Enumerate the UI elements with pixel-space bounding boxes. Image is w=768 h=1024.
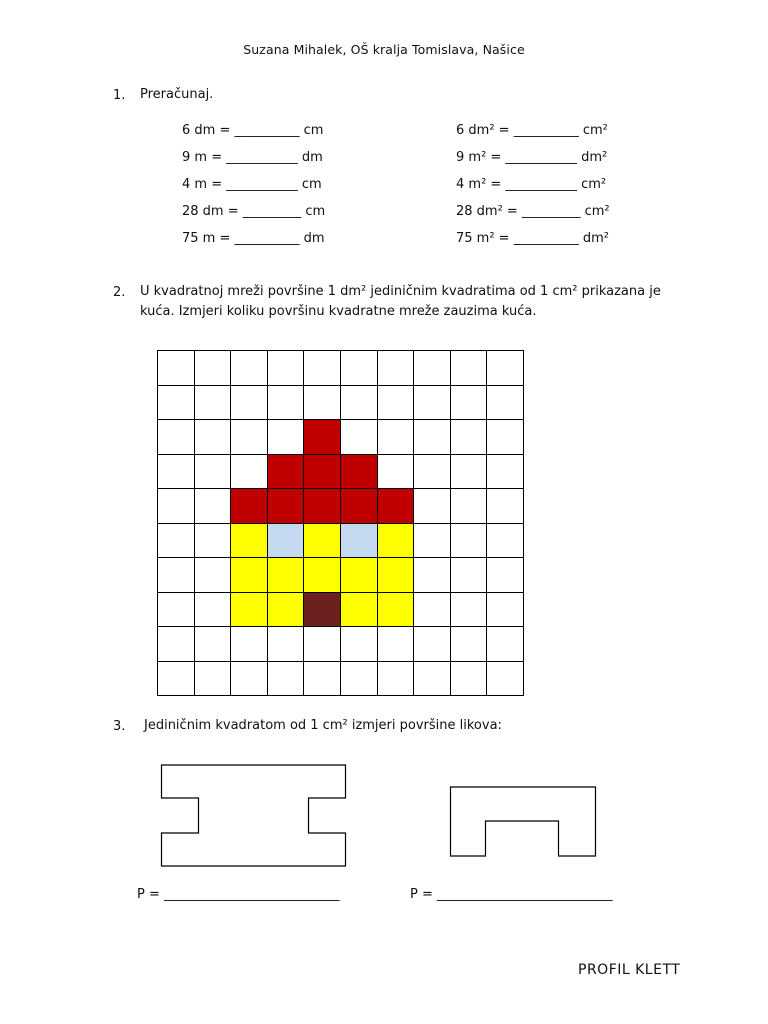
grid-cell bbox=[450, 626, 488, 662]
grid-cell bbox=[267, 626, 305, 662]
grid-cell bbox=[413, 557, 451, 593]
grid-cell bbox=[157, 385, 195, 421]
publisher-footer: PROFIL KLETT bbox=[578, 962, 681, 978]
grid-cell bbox=[303, 523, 341, 559]
grid-cell bbox=[230, 523, 268, 559]
grid-cell bbox=[486, 385, 524, 421]
grid-cell bbox=[194, 626, 232, 662]
grid-cell bbox=[230, 350, 268, 386]
grid-cell bbox=[230, 385, 268, 421]
conversion-left-5: 75 m = __________ dm bbox=[182, 231, 325, 246]
grid-cell bbox=[413, 592, 451, 628]
grid-cell bbox=[377, 488, 415, 524]
grid-cell bbox=[267, 557, 305, 593]
grid-cell bbox=[486, 419, 524, 455]
grid-cell bbox=[194, 454, 232, 490]
grid-cell bbox=[486, 488, 524, 524]
grid-cell bbox=[413, 661, 451, 697]
grid-cell bbox=[486, 454, 524, 490]
grid-cell bbox=[340, 385, 378, 421]
grid-cell bbox=[194, 592, 232, 628]
page-header: Suzana Mihalek, OŠ kralja Tomislava, Našice bbox=[243, 42, 525, 57]
grid-cell bbox=[267, 523, 305, 559]
grid-cell bbox=[267, 454, 305, 490]
grid-cell bbox=[157, 626, 195, 662]
task2-number: 2. bbox=[113, 285, 126, 300]
grid-cell bbox=[340, 557, 378, 593]
conversion-right-2: 9 m² = ___________ dm² bbox=[456, 150, 608, 165]
grid-cell bbox=[230, 626, 268, 662]
grid-cell bbox=[486, 557, 524, 593]
grid-cell bbox=[450, 385, 488, 421]
grid-cell bbox=[340, 488, 378, 524]
conversion-left-4: 28 dm = _________ cm bbox=[182, 204, 326, 219]
conversion-right-1: 6 dm² = __________ cm² bbox=[456, 123, 608, 138]
grid-cell bbox=[230, 661, 268, 697]
grid-cell bbox=[194, 419, 232, 455]
grid-cell bbox=[377, 523, 415, 559]
grid-cell bbox=[377, 626, 415, 662]
grid-cell bbox=[450, 661, 488, 697]
grid-cell bbox=[230, 419, 268, 455]
task2-text-line2: kuća. Izmjeri koliku površinu kvadratne mreže zauzima kuća. bbox=[140, 304, 537, 319]
grid-cell bbox=[340, 592, 378, 628]
task1-title: Preračunaj. bbox=[140, 87, 214, 102]
shape-left bbox=[158, 760, 350, 870]
grid-cell bbox=[450, 454, 488, 490]
grid-cell bbox=[450, 557, 488, 593]
shape-left-outline bbox=[162, 765, 346, 866]
grid-cell bbox=[486, 661, 524, 697]
grid-cell bbox=[413, 419, 451, 455]
grid-cell bbox=[230, 592, 268, 628]
grid-cell bbox=[340, 350, 378, 386]
grid-cell bbox=[340, 454, 378, 490]
conversion-right-3: 4 m² = ___________ cm² bbox=[456, 177, 607, 192]
grid-cell bbox=[486, 350, 524, 386]
grid-cell bbox=[194, 557, 232, 593]
conversion-left-1: 6 dm = __________ cm bbox=[182, 123, 324, 138]
answer-line-right: P = ___________________________ bbox=[410, 887, 613, 902]
grid-cell bbox=[303, 385, 341, 421]
grid-cell bbox=[340, 523, 378, 559]
grid-cell bbox=[194, 488, 232, 524]
task2-text-line1: U kvadratnoj mreži površine 1 dm² jediničnim kvadratima od 1 cm² prikazana je bbox=[140, 284, 661, 299]
grid-cell bbox=[377, 592, 415, 628]
grid-cell bbox=[303, 661, 341, 697]
grid-cell bbox=[413, 350, 451, 386]
conversion-left-3: 4 m = ___________ cm bbox=[182, 177, 322, 192]
grid-cell bbox=[413, 454, 451, 490]
grid-cell bbox=[413, 523, 451, 559]
grid-cell bbox=[267, 350, 305, 386]
grid-cell bbox=[230, 454, 268, 490]
grid-cell bbox=[194, 661, 232, 697]
grid-cell bbox=[450, 350, 488, 386]
grid-cell bbox=[157, 523, 195, 559]
shape-right bbox=[447, 782, 599, 860]
grid-cell bbox=[267, 661, 305, 697]
grid-cell bbox=[303, 626, 341, 662]
grid-cell bbox=[450, 488, 488, 524]
grid-cell bbox=[157, 454, 195, 490]
grid-cell bbox=[157, 419, 195, 455]
grid-cell bbox=[486, 523, 524, 559]
grid-cell bbox=[377, 385, 415, 421]
shape-right-outline bbox=[451, 787, 596, 856]
grid-cell bbox=[450, 419, 488, 455]
grid-cell bbox=[267, 488, 305, 524]
answer-line-left: P = ___________________________ bbox=[137, 887, 340, 902]
grid-cell bbox=[377, 419, 415, 455]
grid-cell bbox=[157, 350, 195, 386]
grid-cell bbox=[413, 626, 451, 662]
task3-number: 3. bbox=[113, 719, 126, 734]
grid-cell bbox=[194, 385, 232, 421]
grid-cell bbox=[413, 488, 451, 524]
grid-cell bbox=[377, 350, 415, 386]
grid-cell bbox=[303, 557, 341, 593]
conversion-right-4: 28 dm² = _________ cm² bbox=[456, 204, 610, 219]
grid-cell bbox=[303, 592, 341, 628]
grid-cell bbox=[267, 592, 305, 628]
grid-cell bbox=[340, 661, 378, 697]
grid-cell bbox=[340, 419, 378, 455]
conversion-left-2: 9 m = ___________ dm bbox=[182, 150, 323, 165]
grid-cell bbox=[450, 592, 488, 628]
grid-cell bbox=[230, 557, 268, 593]
grid-cell bbox=[486, 592, 524, 628]
grid-cell bbox=[377, 661, 415, 697]
grid-cell bbox=[157, 557, 195, 593]
grid-cell bbox=[267, 385, 305, 421]
house-grid bbox=[157, 350, 524, 696]
grid-cell bbox=[157, 661, 195, 697]
grid-cell bbox=[303, 488, 341, 524]
grid-cell bbox=[303, 419, 341, 455]
task3-title: Jediničnim kvadratom od 1 cm² izmjeri površine likova: bbox=[144, 718, 502, 733]
grid-cell bbox=[340, 626, 378, 662]
grid-cell bbox=[194, 350, 232, 386]
grid-cell bbox=[486, 626, 524, 662]
grid-cell bbox=[377, 557, 415, 593]
grid-cell bbox=[267, 419, 305, 455]
grid-cell bbox=[230, 488, 268, 524]
grid-cell bbox=[303, 350, 341, 386]
grid-cell bbox=[157, 488, 195, 524]
grid-cell bbox=[450, 523, 488, 559]
grid-cell bbox=[194, 523, 232, 559]
grid-cell bbox=[157, 592, 195, 628]
grid-cell bbox=[377, 454, 415, 490]
conversion-right-5: 75 m² = __________ dm² bbox=[456, 231, 609, 246]
grid-cell bbox=[413, 385, 451, 421]
task1-number: 1. bbox=[113, 88, 126, 103]
grid-cell bbox=[303, 454, 341, 490]
